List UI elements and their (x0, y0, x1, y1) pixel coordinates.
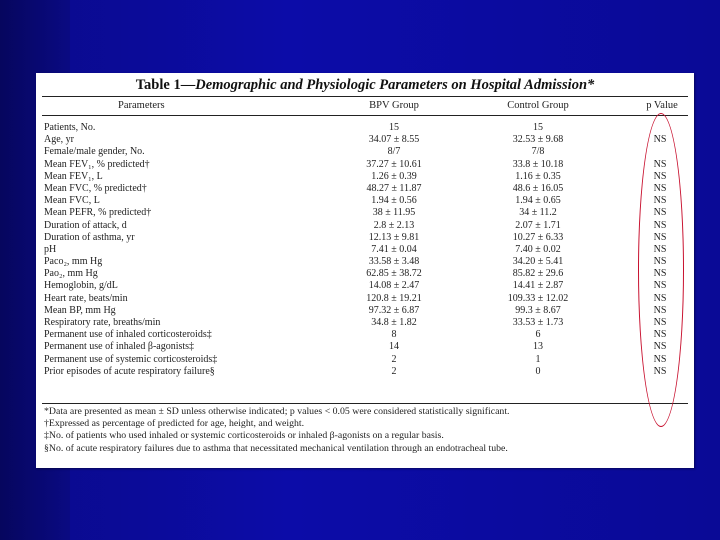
footnote: §No. of acute respiratory failures due to asthma that necessitated mechanical ventilation through an endotracheal tube. (44, 442, 508, 454)
table-row (36, 305, 694, 317)
row-parameter: Duration of attack, d (44, 219, 127, 231)
table-row (36, 134, 694, 146)
footnote: ‡No. of patients who used inhaled or systemic corticosteroids or inhaled β-agonists on a regular basis. (44, 430, 444, 442)
row-p-value: NS (653, 231, 667, 243)
table-image (36, 73, 694, 468)
table-row (36, 159, 694, 171)
header-control-group: Control Group (507, 100, 569, 111)
table-row (36, 341, 694, 353)
table-row (36, 244, 694, 256)
row-control-value: 1.16 ± 0.35 (515, 170, 561, 182)
table-row (36, 366, 694, 378)
row-control-value: 1 (535, 353, 541, 365)
row-p-value: NS (653, 207, 667, 219)
row-parameter: Mean FEV₁, % predicted† (44, 158, 150, 170)
row-bpv-value: 34.8 ± 1.82 (371, 317, 417, 328)
row-control-value: 33.8 ± 10.18 (512, 158, 564, 170)
row-bpv-value: 14 (389, 341, 399, 353)
bottom-rule (42, 403, 688, 404)
row-bpv-value: 1.94 ± 0.56 (371, 195, 417, 207)
row-bpv-value: 33.58 ± 3.48 (368, 256, 420, 268)
row-bpv-value: 8/7 (387, 146, 401, 158)
row-p-value: NS (653, 304, 667, 316)
row-p-value: NS (653, 268, 667, 280)
row-bpv-value: 7.41 ± 0.04 (371, 243, 417, 255)
row-bpv-value: 37.27 ± 10.61 (366, 158, 422, 170)
row-control-value: 99.3 ± 8.67 (515, 304, 561, 316)
row-control-value: 33.53 ± 1.73 (512, 317, 564, 328)
table-row (36, 280, 694, 292)
row-control-value: 85.82 ± 29.6 (512, 268, 564, 280)
row-bpv-value: 8 (391, 329, 397, 341)
row-parameter: Mean FVC, % predicted† (44, 182, 147, 194)
row-p-value: NS (653, 365, 667, 377)
row-control-value: 7.40 ± 0.02 (515, 243, 561, 255)
row-parameter: Mean FVC, L (44, 195, 100, 207)
table-row (36, 220, 694, 232)
row-parameter: Age, yr (44, 134, 74, 146)
row-parameter: Permanent use of inhaled β-agonists‡ (44, 341, 195, 353)
row-bpv-value: 120.8 ± 19.21 (366, 292, 422, 304)
row-bpv-value: 2 (391, 353, 397, 365)
footnote: *Data are presented as mean ± SD unless otherwise indicated; p values < 0.05 were considered statistically significant. (44, 406, 510, 417)
row-parameter: Permanent use of systemic corticosteroids‡ (44, 353, 218, 365)
table-title (36, 77, 694, 94)
table-row (36, 171, 694, 183)
footnote: †Expressed as percentage of predicted for age, height, and weight. (44, 418, 305, 430)
table-row (36, 293, 694, 305)
row-control-value: 13 (533, 341, 543, 353)
row-bpv-value: 48.27 ± 11.87 (366, 182, 422, 194)
row-bpv-value: 15 (389, 122, 399, 133)
row-parameter: Mean BP, mm Hg (44, 304, 116, 316)
row-control-value: 34 ± 11.2 (519, 207, 557, 219)
row-p-value: NS (653, 329, 667, 341)
row-p-value: NS (653, 292, 667, 304)
row-control-value: 6 (535, 329, 541, 341)
row-control-value: 109.33 ± 12.02 (507, 292, 569, 304)
row-p-value: NS (653, 170, 667, 182)
row-bpv-value: 14.08 ± 2.47 (368, 280, 420, 292)
row-parameter: Pao₂, mm Hg (44, 268, 98, 280)
top-rule (42, 96, 688, 97)
row-parameter: Hemoglobin, g/dL (44, 280, 118, 292)
row-control-value: 14.41 ± 2.87 (512, 280, 564, 292)
row-parameter: Patients, No. (44, 122, 96, 133)
row-control-value: 7/8 (531, 146, 545, 158)
row-bpv-value: 2.8 ± 2.13 (373, 219, 415, 231)
table-row (36, 146, 694, 158)
table-row (36, 354, 694, 366)
table-row (36, 329, 694, 341)
row-bpv-value: 2 (391, 365, 397, 377)
row-bpv-value: 12.13 ± 9.81 (368, 231, 420, 243)
row-parameter: Mean PEFR, % predicted† (44, 207, 152, 219)
row-p-value: NS (653, 341, 667, 353)
table-title-prefix: Table 1— (135, 77, 196, 93)
table-row (36, 195, 694, 207)
row-parameter: Duration of asthma, yr (44, 231, 135, 243)
row-parameter: Heart rate, beats/min (44, 292, 128, 304)
table-row (36, 232, 694, 244)
header-rule (42, 115, 688, 116)
row-bpv-value: 62.85 ± 38.72 (366, 268, 422, 280)
row-parameter: Paco₂, mm Hg (44, 256, 103, 268)
row-p-value: NS (653, 219, 667, 231)
row-p-value: NS (653, 195, 667, 207)
row-parameter: Permanent use of inhaled corticosteroids‡ (44, 329, 212, 341)
row-p-value: NS (653, 280, 667, 292)
row-control-value: 10.27 ± 6.33 (512, 231, 564, 243)
row-control-value: 32.53 ± 9.68 (512, 134, 564, 146)
row-bpv-value: 38 ± 11.95 (372, 207, 416, 219)
table-row (36, 122, 694, 134)
row-control-value: 2.07 ± 1.71 (515, 219, 561, 231)
row-parameter: Female/male gender, No. (44, 146, 145, 158)
header-parameters: Parameters (118, 100, 165, 111)
row-control-value: 48.6 ± 16.05 (512, 182, 564, 194)
row-control-value: 1.94 ± 0.65 (515, 195, 561, 207)
row-p-value: NS (653, 243, 667, 255)
p-value-highlight-oval (638, 113, 684, 427)
table-row (36, 268, 694, 280)
footnotes (44, 406, 510, 455)
row-bpv-value: 1.26 ± 0.39 (371, 170, 417, 182)
row-parameter: Prior episodes of acute respiratory failure§ (44, 365, 215, 377)
table-row (36, 317, 694, 329)
row-p-value: NS (653, 158, 667, 170)
row-control-value: 0 (535, 365, 541, 377)
header-bpv-group: BPV Group (369, 100, 419, 111)
table-row (36, 183, 694, 195)
row-p-value: NS (653, 182, 667, 194)
row-p-value: NS (653, 256, 667, 268)
row-control-value: 34.20 ± 5.41 (512, 256, 564, 268)
row-p-value: NS (653, 353, 667, 365)
row-control-value: 15 (533, 122, 543, 133)
table-row (36, 256, 694, 268)
table-body (36, 122, 694, 378)
header-p-value: p Value (646, 100, 678, 111)
table-title-main: Demographic and Physiologic Parameters on Hospital Admission* (195, 77, 595, 93)
row-bpv-value: 97.32 ± 6.87 (368, 304, 420, 316)
row-parameter: pH (44, 243, 57, 255)
table-row (36, 207, 694, 219)
row-p-value: NS (653, 134, 667, 146)
row-p-value: NS (653, 317, 667, 328)
row-parameter: Respiratory rate, breaths/min (44, 317, 161, 328)
row-parameter: Mean FEV₁, L (44, 170, 103, 182)
row-bpv-value: 34.07 ± 8.55 (368, 134, 420, 146)
